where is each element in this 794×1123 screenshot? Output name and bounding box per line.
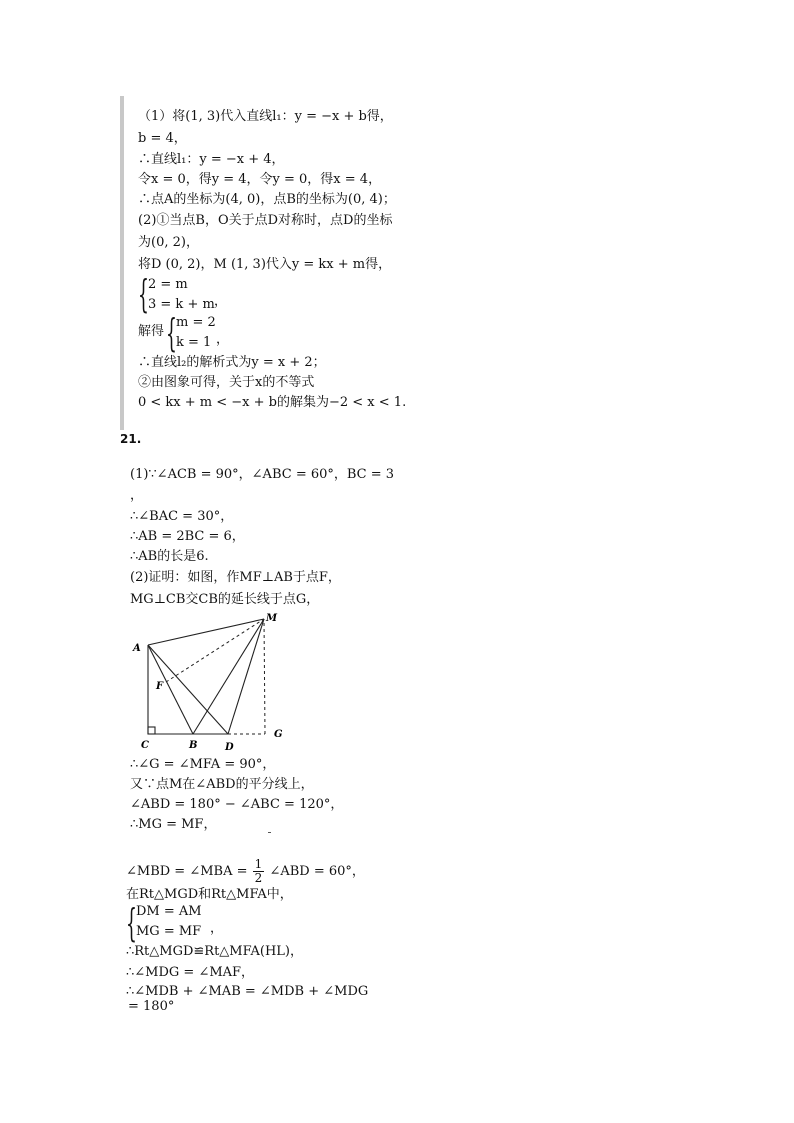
solve-prefix: 解得 [138, 324, 165, 339]
p1-line-10: ②由图象可得，关于x的不等式 [138, 375, 315, 390]
p1-line-11: 0 < kx + m < −x + b的解集为−2 < x < 1. [138, 395, 407, 410]
system1-eq-1: 2 = m [148, 277, 188, 292]
brace-1: { [138, 272, 149, 316]
p2-line-15: ∴∠MDB + ∠MAB = ∠MDB + ∠MDG [126, 984, 369, 999]
p2-line-2: ， [130, 488, 144, 503]
fraction-numerator: 1 [254, 857, 263, 871]
right-angle-mark [148, 727, 155, 734]
segment-am [148, 619, 264, 645]
p2-line-14: ∴∠MDG = ∠MAF， [126, 965, 255, 980]
angle-equation [126, 858, 365, 885]
p1-line-8: 将D (0, 2)，M (1, 3)代入y = kx + m得， [138, 257, 392, 272]
geometry-figure [128, 608, 293, 756]
p1-line-2: b = 4， [138, 131, 187, 146]
p2-line-5: ∴AB的长是6. [130, 549, 209, 564]
p1-line-6: (2)①当点B，O关于点D对称时，点D的坐标 [138, 213, 393, 228]
label-g: G [274, 729, 283, 740]
p1-line-9: ∴直线l₂的解析式为y = x + 2； [138, 355, 326, 370]
fraction-denominator: 2 [254, 871, 263, 885]
label-d: D [225, 742, 234, 753]
p2-line-11: ∴MG = MF， [130, 817, 217, 832]
brace-2: { [166, 311, 177, 355]
system2-eq-1: m = 2 [176, 315, 216, 330]
system1-tail: ， [214, 294, 228, 309]
p2-line-12: 在Rt△MGD和Rt△MFA中， [126, 887, 293, 902]
segment-ab [148, 645, 193, 734]
segment-fm-dashed [166, 619, 264, 682]
label-f: F [156, 681, 164, 692]
angle-eq-right: ∠ABD = 60°， [269, 864, 365, 879]
label-b: B [189, 740, 198, 751]
segment-dm [228, 619, 264, 734]
label-m: M [266, 613, 278, 624]
system2-tail: ， [216, 332, 230, 347]
label-a: A [133, 643, 141, 654]
p2-line-7: MG⊥CB交CB的延长线于点G， [130, 592, 320, 607]
p2-line-3: ∴∠BAC = 30°， [130, 509, 234, 524]
system1-eq-2: 3 = k + m [148, 297, 215, 312]
quote-bar [120, 96, 124, 430]
p1-line-7: 为(0, 2)， [138, 235, 199, 250]
stray-mark [268, 832, 271, 833]
system3-eq-2: MG = MF [136, 924, 202, 939]
brace-3: { [126, 901, 137, 945]
p2-line-1: (1)∵∠ACB = 90°，∠ABC = 60°，BC = 3 [130, 467, 395, 482]
p2-line-10: ∠ABD = 180° − ∠ABC = 120°， [130, 797, 344, 812]
label-c: C [141, 740, 149, 751]
angle-eq-left: ∠MBD = ∠MBA = [126, 864, 248, 879]
system3-tail: ， [210, 921, 224, 936]
p2-line-13: ∴Rt△MGD≌Rt△MFA(HL)， [126, 944, 304, 959]
question-number: 21. [120, 432, 142, 446]
p2-line-4: ∴AB = 2BC = 6， [130, 529, 245, 544]
p2-line-8: ∴∠G = ∠MFA = 90°， [130, 757, 276, 772]
p1-line-5: ∴点A的坐标为(4, 0)，点B的坐标为(0, 4)； [138, 192, 396, 207]
segment-gm-dashed [264, 619, 265, 734]
p1-line-3: ∴直线l₁：y = −x + 4， [138, 152, 285, 167]
system2-eq-2: k = 1 [176, 335, 212, 350]
p2-line-6: (2)证明：如图，作MF⊥AB于点F， [130, 570, 341, 585]
p1-line-1: （1）将(1, 3)代入直线l₁：y = −x + b得， [138, 109, 393, 124]
p2-line-16: = 180° [128, 999, 175, 1014]
p2-line-9: 又∵点M在∠ABD的平分线上， [130, 777, 314, 792]
segment-bm [193, 619, 264, 734]
system3-eq-1: DM = AM [136, 904, 202, 919]
p1-line-4: 令x = 0，得y = 4，令y = 0，得x = 4， [138, 172, 382, 187]
fraction-half [253, 858, 265, 885]
